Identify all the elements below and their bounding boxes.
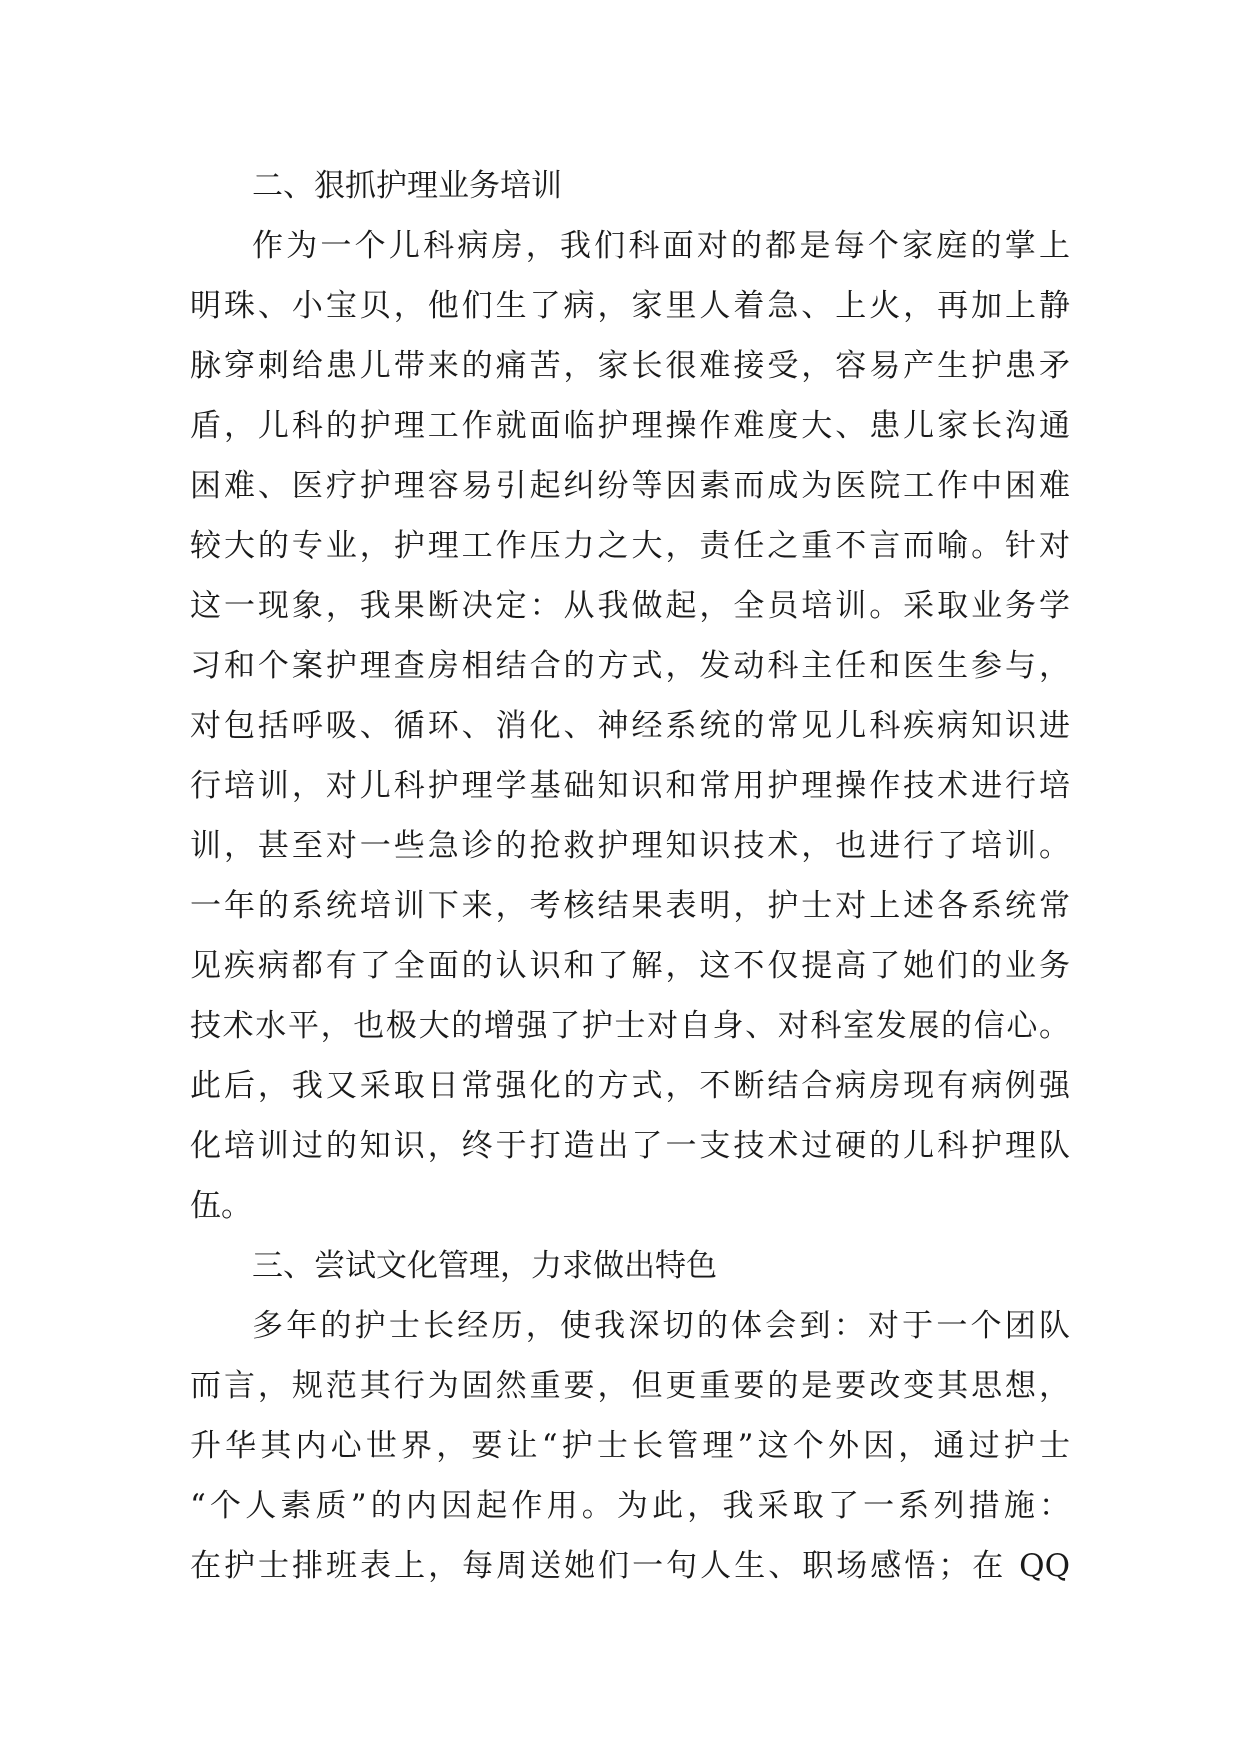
paragraph-line: 行培训，对儿科护理学基础知识和常用护理操作技术进行培 [190, 768, 1070, 804]
paragraph-line: 多年的护士长经历，使我深切的体会到：对于一个团队 [252, 1308, 1070, 1344]
paragraph-line: 训，甚至对一些急诊的抢救护理知识技术，也进行了培训。 [190, 828, 1070, 864]
paragraph-line: 明珠、小宝贝，他们生了病，家里人着急、上火，再加上静 [190, 288, 1070, 324]
paragraph-line: 脉穿刺给患儿带来的痛苦，家长很难接受，容易产生护患矛 [190, 348, 1070, 384]
paragraph-line: 升华其内心世界，要让“护士长管理”这个外因，通过护士 [190, 1428, 1070, 1464]
paragraph-line: 技术水平，也极大的增强了护士对自身、对科室发展的信心。 [190, 1008, 1070, 1044]
paragraph-line: 对包括呼吸、循环、消化、神经系统的常见儿科疾病知识进 [190, 708, 1070, 744]
paragraph-line: 而言，规范其行为固然重要，但更重要的是要改变其思想， [190, 1368, 1070, 1404]
paragraph-line: 一年的系统培训下来，考核结果表明，护士对上述各系统常 [190, 888, 1070, 924]
paragraph-line: 这一现象，我果断决定：从我做起，全员培训。采取业务学 [190, 588, 1070, 624]
paragraph-line: 伍。 [190, 1188, 252, 1224]
paragraph-line: 作为一个儿科病房，我们科面对的都是每个家庭的掌上 [252, 228, 1070, 264]
paragraph-line: 化培训过的知识，终于打造出了一支技术过硬的儿科护理队 [190, 1128, 1070, 1164]
paragraph-line: 较大的专业，护理工作压力之大，责任之重不言而喻。针对 [190, 528, 1070, 564]
paragraph-line: “个人素质”的内因起作用。为此，我采取了一系列措施： [190, 1488, 1070, 1524]
paragraph-line: 见疾病都有了全面的认识和了解，这不仅提高了她们的业务 [190, 948, 1070, 984]
paragraph-line: 在护士排班表上，每周送她们一句人生、职场感悟；在 QQ [190, 1548, 1070, 1584]
section-heading-3: 三、尝试文化管理，力求做出特色 [252, 1248, 717, 1284]
paragraph-line: 习和个案护理查房相结合的方式，发动科主任和医生参与， [190, 648, 1070, 684]
paragraph-line: 困难、医疗护理容易引起纠纷等因素而成为医院工作中困难 [190, 468, 1070, 504]
paragraph-line: 盾，儿科的护理工作就面临护理操作难度大、患儿家长沟通 [190, 408, 1070, 444]
section-heading-2: 二、狠抓护理业务培训 [252, 168, 562, 204]
paragraph-line: 此后，我又采取日常强化的方式，不断结合病房现有病例强 [190, 1068, 1070, 1104]
